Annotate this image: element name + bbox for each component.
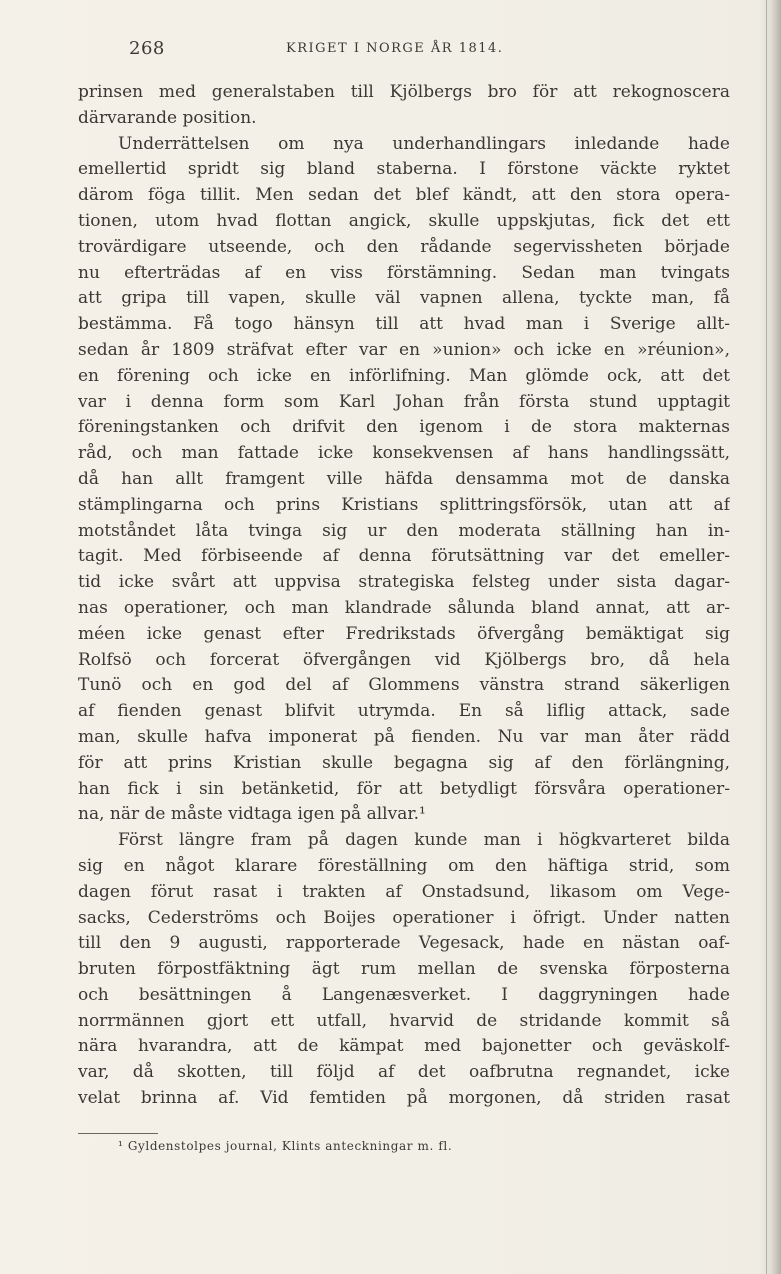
text-line: man, skulle hafva imponerat på fienden. Nu var man åter rädd — [78, 726, 730, 747]
text-line: sig en något klarare föreställning om den häftiga strid, som — [78, 855, 730, 876]
text-line: nu efterträdas af en viss förstämning. Sedan man tvingats — [78, 262, 730, 283]
text-line: af fienden genast blifvit utrymda. En så liflig attack, sade — [78, 701, 730, 722]
page-number: 268 — [129, 38, 165, 59]
text-line: dagen förut rasat i trakten af Onstadsund, likasom om Vege- — [78, 881, 730, 902]
footnote: ¹ Gyldenstolpes journal, Klints anteckningar m. fl. — [118, 1139, 453, 1153]
page-header — [0, 38, 781, 60]
text-line: stämplingarna och prins Kristians splittringsförsök, utan att af — [78, 494, 730, 515]
text-line: en förening och icke en införlifning. Man glömde ock, att det — [78, 365, 730, 386]
text-line: Rolfsö och forcerat öfvergången vid Kjölbergs bro, då hela — [78, 649, 730, 670]
text-line: bruten förpostfäktning ägt rum mellan de svenska förposterna — [78, 959, 730, 980]
text-line: därvarande position. — [78, 107, 257, 128]
text-line: tid icke svårt att uppvisa strategiska felsteg under sista dagar- — [78, 572, 730, 593]
text-line: tagit. Med förbiseende af denna förutsättning var det emeller- — [78, 546, 730, 567]
text-line: han fick i sin betänketid, för att betydligt försvåra operationer- — [78, 778, 730, 799]
running-title: KRIGET I NORGE ÅR 1814. — [286, 41, 504, 56]
text-line: méen icke genast efter Fredrikstads öfvergång bemäktigat sig — [78, 623, 730, 644]
text-line: till den 9 augusti, rapporterade Vegesack, hade en nästan oaf- — [78, 933, 730, 954]
text-line: därom föga tillit. Men sedan det blef kändt, att den stora opera- — [78, 185, 730, 206]
text-line: nas operationer, och man klandrade sålunda bland annat, att ar- — [78, 597, 730, 618]
text-line: emellertid spridt sig bland staberna. I förstone väckte ryktet — [78, 159, 730, 180]
text-line: då han allt framgent ville häfda densamma mot de danska — [78, 468, 730, 489]
text-line: tionen, utom hvad flottan angick, skulle uppskjutas, fick det ett — [78, 210, 730, 231]
text-line: na, när de måste vidtaga igen på allvar.¹ — [78, 804, 426, 825]
text-line: att gripa till vapen, skulle väl vapnen allena, tyckte man, få — [78, 288, 730, 309]
text-line: norrmännen gjort ett utfall, hvarvid de stridande kommit så — [78, 1010, 730, 1031]
page-edge-line — [766, 0, 767, 1274]
body-text — [78, 80, 730, 1112]
text-line: Underrättelsen om nya underhandlingars inledande hade — [118, 133, 730, 154]
page-edge-shadow — [759, 0, 781, 1274]
text-line: för att prins Kristian skulle begagna sig af den förlängning, — [78, 752, 730, 773]
footnote-rule — [78, 1133, 158, 1134]
text-line: föreningstanken och drifvit den igenom i de stora makternas — [78, 417, 730, 438]
text-line: sacks, Cederströms och Boijes operationer i öfrigt. Under natten — [78, 907, 730, 928]
text-line: nära hvarandra, att de kämpat med bajonetter och geväskolf- — [78, 1036, 730, 1057]
text-line: var i denna form som Karl Johan från första stund upptagit — [78, 391, 730, 412]
text-line: velat brinna af. Vid femtiden på morgonen, då striden rasat — [78, 1088, 730, 1109]
text-line: bestämma. Få togo hänsyn till att hvad man i Sverige allt- — [78, 314, 730, 335]
text-line: Först längre fram på dagen kunde man i högkvarteret bilda — [118, 830, 730, 851]
text-line: var, då skotten, till följd af det oafbrutna regnandet, icke — [78, 1062, 730, 1083]
text-line: trovärdigare utseende, och den rådande segervissheten började — [78, 236, 730, 257]
text-line: sedan år 1809 sträfvat efter var en »union» och icke en »réunion», — [78, 339, 730, 360]
text-line: Tunö och en god del af Glommens vänstra strand säkerligen — [78, 675, 730, 696]
text-line: råd, och man fattade icke konsekvensen af hans handlingssätt, — [78, 443, 730, 464]
text-line: prinsen med generalstaben till Kjölbergs bro för att rekognoscera — [78, 82, 730, 102]
text-line: och besättningen å Langenæsverket. I daggryningen hade — [78, 984, 730, 1005]
text-line: motståndet låta tvinga sig ur den moderata ställning han in- — [78, 520, 730, 541]
